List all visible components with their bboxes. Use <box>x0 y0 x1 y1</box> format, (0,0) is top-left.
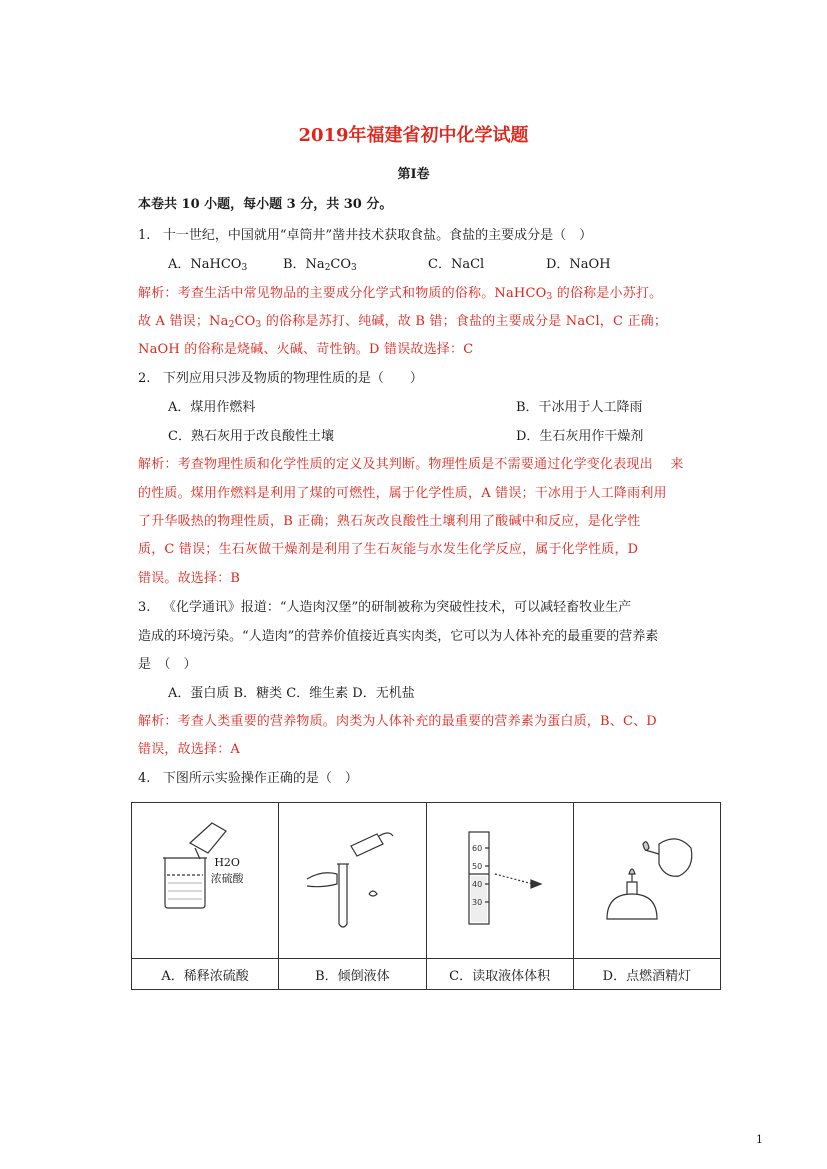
caption-d: D．点燃酒精灯 <box>573 959 720 990</box>
pouring-liquid-illustration <box>297 824 407 934</box>
question-3 <box>138 596 631 615</box>
q1-explanation-line: 故 A 错误；$Na_2CO_3$ 的俗称是苏打、纯碱，故 B 错；食盐的主要成分是 NaCl，C 正确； <box>138 314 668 330</box>
q2-option-d: D．生石灰用作干燥剂 <box>516 429 644 444</box>
q3-options: A．蛋白质 B．糖类 C．维生素 D．无机盐 <box>168 686 415 701</box>
scale-label: 40 <box>471 879 482 889</box>
figure-cell-c <box>426 803 573 959</box>
figure-cell-d <box>573 803 720 959</box>
question-stem: 十一世纪，中国就用“卓筒井”凿井技术获取食盐。食盐的主要成分是（ ） <box>162 228 593 243</box>
question-stem: 下列应用只涉及物质的物理性质的是（ ） <box>162 371 423 386</box>
figure-cell-a <box>132 803 279 959</box>
page-number: 1 <box>756 1133 763 1146</box>
q1-option-a: A．NaHCO$_3$ <box>168 257 248 273</box>
lighting-lamp-illustration <box>587 824 707 934</box>
scale-label: 50 <box>471 861 482 871</box>
q2-option-b: B．干冰用于人工降雨 <box>516 400 643 415</box>
cylinder-reading-illustration <box>445 824 555 934</box>
question-2 <box>138 367 423 386</box>
q2-explanation-line: 解析：考查物理性质和化学性质的定义及其判断。物理性质是不需要通过化学变化表现出 来 <box>138 457 684 472</box>
q1-option-c: C．NaCl <box>428 257 485 272</box>
q2-option-a: A．煤用作燃料 <box>168 400 256 415</box>
question-stem: 下图所示实验操作正确的是（ ） <box>162 771 358 786</box>
label-water: H2O <box>214 855 240 869</box>
figure-cell-b <box>279 803 426 959</box>
question-number: 1. <box>138 228 151 243</box>
question-number: 2. <box>138 371 151 386</box>
question-1 <box>138 224 592 243</box>
scale-label: 60 <box>471 843 482 853</box>
scale-label: 30 <box>471 897 482 907</box>
question-stem: 《化学通讯》报道：“人造肉汉堡”的研制被称为突破性技术，可以减轻畜牧业生产 <box>162 600 632 615</box>
q2-explanation-line: 了升华吸热的物理性质，B 正确；熟石灰改良酸性土壤利用了酸碱中和反应，是化学性 <box>138 514 641 529</box>
q1-option-d: D．NaOH <box>546 257 611 272</box>
page-title: 2019年福建省初中化学试题 <box>298 125 529 146</box>
question-4 <box>138 767 358 786</box>
experiment-figure-table <box>131 802 721 990</box>
caption-a: A．稀释浓硫酸 <box>132 959 279 990</box>
question-3-stem-line: 是 （ ） <box>138 657 197 672</box>
q1-explanation-line: NaOH 的俗称是烧碱、火碱、苛性钠。D 错误故选择：C <box>138 342 474 357</box>
q3-explanation-line: 错误，故选择：A <box>138 742 240 757</box>
question-number: 3. <box>138 600 151 615</box>
section-intro: 本卷共 10 小题，每小题 3 分，共 30 分。 <box>138 197 393 212</box>
caption-b: B．倾倒液体 <box>279 959 426 990</box>
q2-explanation-line: 质，C 错误；生石灰做干燥剂是利用了生石灰能与水发生化学反应，属于化学性质，D <box>138 542 639 557</box>
q1-option-b: B．$Na_2CO_3$ <box>283 257 357 273</box>
label-acid: 浓硫酸 <box>210 871 244 885</box>
question-number: 4. <box>138 771 151 786</box>
q3-explanation-line: 解析：考查人类重要的营养物质。肉类为人体补充的最重要的营养素为蛋白质，B、C、D <box>138 714 657 729</box>
q2-explanation-line: 的性质。煤用作燃料是利用了煤的可燃性，属于化学性质，A 错误；干冰用于人工降雨利用 <box>138 486 667 501</box>
q2-explanation-line: 错误。故选择：B <box>138 571 241 586</box>
q2-option-c: C．熟石灰用于改良酸性土壤 <box>168 429 334 444</box>
caption-c: C．读取液体体积 <box>426 959 573 990</box>
volume-heading: 第Ⅰ卷 <box>397 167 430 182</box>
question-3-stem-line: 造成的环境污染。“人造肉”的营养价值接近真实肉类，它可以为人体补充的最重要的营养素 <box>138 629 659 644</box>
q1-explanation-line: 解析：考查生活中常见物品的主要成分化学式和物质的俗称。NaHCO$_3$ 的俗称是小苏打。 <box>138 286 663 302</box>
